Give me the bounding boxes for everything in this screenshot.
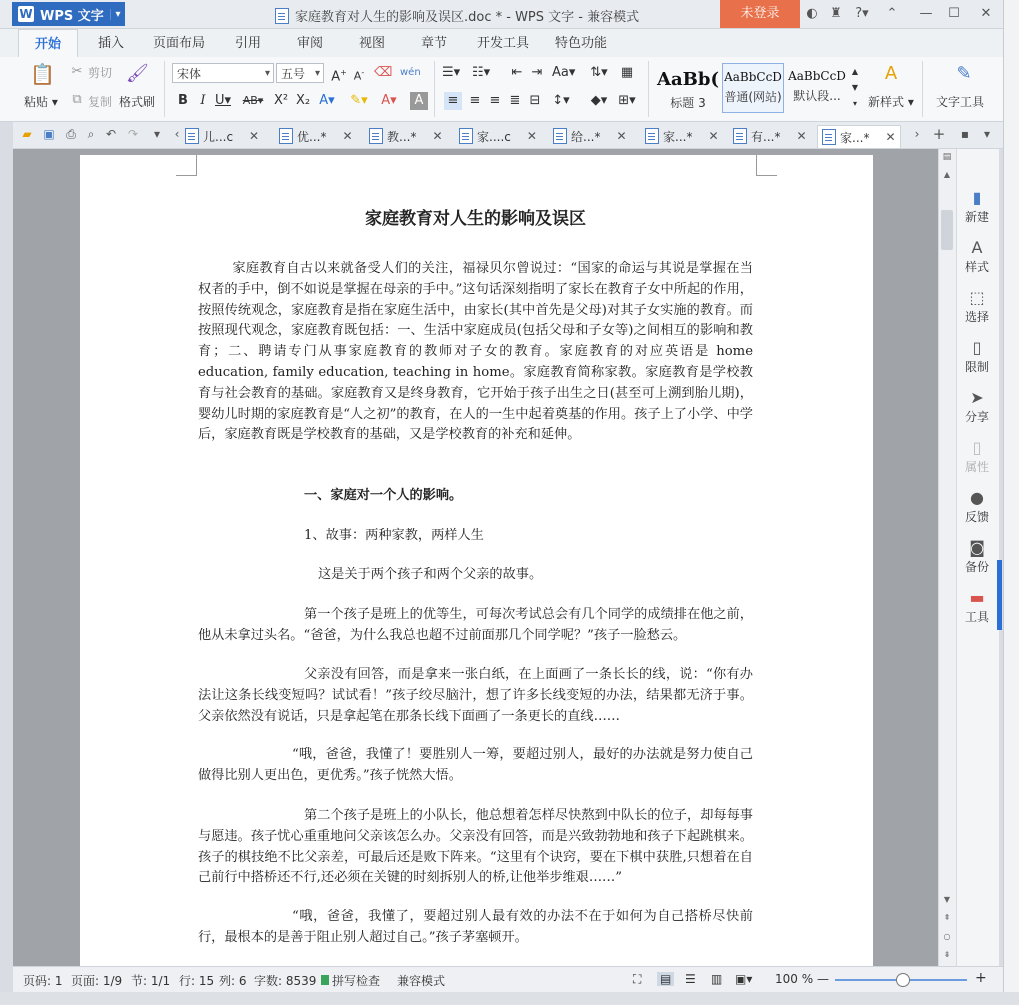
close-tab-icon[interactable]: ✕ [616, 129, 627, 143]
window-title [275, 6, 639, 25]
change-case-icon[interactable]: Aa▾ [552, 65, 576, 80]
bold-icon[interactable]: B [178, 93, 188, 108]
status-page-num[interactable]: 页码: 1 [23, 974, 63, 988]
new-document-icon: ▮ [972, 188, 982, 207]
align-center-icon[interactable]: ≡ [469, 93, 481, 108]
format-painter-button[interactable]: 格式刷 [119, 95, 156, 109]
doc-tab-label: 家...* [840, 130, 870, 145]
doc-tab-label: 优...* [297, 129, 327, 144]
collapse-ribbon-icon[interactable]: ⌃ [886, 6, 898, 21]
style-sample: AaBbCcD [788, 69, 846, 83]
pinyin-icon[interactable]: wén [400, 67, 421, 78]
taskbar-edge [0, 992, 1019, 1005]
doc-tab-label: 家....c [477, 129, 511, 144]
style-scroll-down-icon[interactable]: ▼ [851, 83, 859, 92]
close-tab-icon[interactable]: ✕ [885, 130, 896, 144]
clear-format-icon[interactable]: ⌫ [374, 65, 393, 80]
browse-object-icon[interactable]: ○ [943, 932, 951, 941]
document-icon [459, 128, 473, 144]
close-tab-icon[interactable]: ✕ [526, 129, 537, 143]
subheading-story[interactable]: 1、故事：两种家教，两样人生 [304, 528, 484, 543]
web-view-icon[interactable]: ▥ [711, 972, 723, 986]
doc-tab[interactable] [279, 125, 353, 147]
copy-icon: ⧉ [72, 92, 82, 107]
tabs-right-icon[interactable]: › [914, 127, 920, 141]
task-properties[interactable]: ▯ 属性 [956, 438, 998, 475]
status-section[interactable]: 节: 1/1 [131, 974, 171, 988]
style-normal-web[interactable] [722, 63, 784, 113]
subscript-icon[interactable]: X₂ [295, 93, 311, 108]
style-sample: AaBbCcD [724, 70, 782, 84]
shirt-icon[interactable]: ♜ [830, 6, 842, 21]
document-title: 家庭教育对人生的影响及误区.doc * - WPS 文字 - 兼容模式 [295, 10, 640, 25]
document-icon [733, 128, 747, 144]
margin-mark [176, 155, 197, 176]
fullscreen-icon[interactable]: ⛶ [633, 972, 642, 986]
char-shading-icon[interactable]: A [410, 92, 428, 110]
style-heading3[interactable] [656, 63, 720, 113]
document-canvas[interactable] [13, 149, 938, 966]
task-backup[interactable]: ◙ 备份 [956, 538, 998, 575]
tab-page-layout[interactable]: 页面布局 [152, 36, 205, 51]
maximize-icon[interactable]: ☐ [948, 6, 960, 21]
sort-icon[interactable]: ⇅▾ [590, 65, 608, 80]
task-styles[interactable]: A 样式 [956, 238, 998, 275]
document-icon [822, 129, 836, 145]
doc-tab[interactable] [733, 125, 807, 147]
font-color-icon[interactable]: A▾ [381, 93, 397, 108]
previous-page-icon[interactable]: ⇞ [943, 913, 951, 922]
paste-button[interactable]: 粘贴 ▾ [24, 95, 58, 109]
paragraph[interactable]: 第一个孩子是班上的优等生，可每次考试总会有几个同学的成绩排在他之前，他从未拿过头名。“爸爸，为什么我总也超不过前面那几个同学呢？”孩子一脸愁云。 [198, 607, 753, 643]
bullet-list-icon[interactable]: ☰▾ [442, 65, 461, 80]
task-select[interactable]: ⬚ 选择 [956, 288, 998, 325]
paragraph[interactable]: “哦，爸爸，我懂了，要超过别人最有效的办法不在于如何为自己搭桥尽快前行，最根本的是善于阻止别人超过自己。”孩子茅塞顿开。 [198, 909, 753, 945]
app-name: WPS 文字 [40, 8, 104, 24]
chevron-down-icon: ▾ [110, 9, 125, 20]
page-view-icon[interactable]: ▤ [657, 972, 674, 986]
superscript-icon[interactable]: X² [273, 93, 289, 108]
print-preview-icon[interactable]: ⌕ [87, 127, 95, 141]
style-name: 默认段... [793, 89, 841, 103]
divider [434, 61, 435, 117]
login-button[interactable]: 未登录 [720, 0, 800, 28]
heading-section-1[interactable]: 一、家庭对一个人的影响。 [304, 488, 463, 503]
task-feedback[interactable]: ● 反馈 [956, 488, 998, 525]
doc-tab-label: 教...* [387, 129, 417, 144]
doc-tab-label: 儿...c [203, 129, 234, 144]
doc-tab-label: 有...* [751, 129, 781, 144]
tab-review[interactable]: 审阅 [296, 36, 323, 51]
cut-button[interactable]: 剪切 [88, 66, 113, 80]
paragraph-shading-icon[interactable]: ◆▾ [590, 93, 608, 108]
ribbon [0, 57, 1003, 122]
decrease-indent-icon[interactable]: ⇤ [511, 65, 523, 80]
document-title[interactable]: 家庭教育对人生的影响及误区 [365, 209, 586, 229]
close-tab-icon[interactable]: ✕ [342, 129, 353, 143]
tab-insert[interactable]: 插入 [97, 36, 124, 51]
tab-chapter[interactable]: 章节 [420, 36, 447, 51]
doc-tab[interactable] [185, 125, 259, 147]
tab-view[interactable]: 视图 [358, 36, 385, 51]
document-page[interactable] [80, 155, 873, 966]
minimize-icon[interactable]: — [919, 6, 933, 21]
save-icon[interactable]: ▣ [43, 127, 55, 141]
open-folder-icon[interactable]: ▰ [22, 127, 32, 141]
text-tools-button[interactable]: 文字工具 [936, 95, 985, 109]
scroll-up-icon[interactable]: ▲ [943, 170, 951, 179]
print-icon[interactable]: ⎙ [66, 127, 76, 141]
wps-logo-icon: W [19, 7, 33, 21]
spell-check-status-icon [321, 975, 329, 985]
doc-tab-label: 给...* [571, 129, 601, 144]
justify-icon[interactable]: ≣ [509, 93, 521, 108]
zoom-out-icon[interactable]: — [817, 972, 829, 986]
strikethrough-icon[interactable]: AB▾ [242, 94, 264, 107]
increase-indent-icon[interactable]: ⇥ [531, 65, 543, 80]
align-left-icon[interactable]: ≡ [444, 92, 462, 110]
copy-button[interactable]: 复制 [88, 95, 113, 109]
properties-icon: ▯ [972, 438, 982, 457]
highlight-icon[interactable]: ✎▾ [350, 93, 368, 108]
zoom-level[interactable]: 100 % [775, 972, 814, 986]
task-tools[interactable]: ▬ 工具 [956, 588, 998, 625]
tabs-left-icon[interactable]: ‹ [174, 127, 180, 141]
select-icon: ⬚ [969, 288, 985, 307]
text-tools-icon: ✎ [956, 63, 972, 84]
tab-home[interactable]: 开始 [18, 29, 78, 58]
underline-icon[interactable]: U▾ [214, 93, 232, 108]
customize-toolbar-icon[interactable]: ▾ [153, 127, 161, 141]
document-tab-bar [13, 122, 1003, 149]
new-style-button[interactable]: 新样式 ▾ [868, 95, 914, 109]
paragraph[interactable]: 第二个孩子是班上的小队长，他总想着怎样尽快熬到中队长的位子，却每每事与愿违。孩子忧心重重地问父亲该怎么办。父亲没有回答，而是兴致勃勃地和孩子下起跳棋来。孩子的棋技绝不比父亲差，可最后还是败下阵来。“这里有个诀窍，要在下棋中获胜,只想着在自己前行中搭桥还不行,还必须在关键的时刻拆别人的桥,让他举步维艰……” [198, 808, 753, 886]
tab-developer[interactable]: 开发工具 [476, 36, 529, 51]
pane-collapse-handle[interactable] [997, 560, 1002, 630]
paragraph-intro[interactable]: 家庭教育自古以来就备受人们的关注，福禄贝尔曾说过：“国家的命运与其说是掌握在当权者的手中，倒不如说是掌握在母亲的手中。”这句话深刻指明了家长在教育子女中所起的作用，按照传统观念，家庭教育是指在家庭生活中，由家长(其中首先是父母)对其子女实施的教育。而按照现代观念，家庭教育既包括：一、生活中家庭成员(包括父母和子女等)之间相互的影响和教育；二、聘请专门从事家庭教育的教师对子女的教育。家庭教育的对应英语是 home education, family education, teaching in home。家庭教育简称家教。家庭教育是学校教育与社会教育的基础。家庭教育又是终身教育，它开始于孩子出生之日(甚至可上溯到胎儿期)，婴幼儿时期的家庭教育是“人之初”的教育，在人的一生中起着奠基的作用。孩子上了小学、中学后，家庭教育既是学校教育的基础，又是学校教育的补充和延伸。 [198, 261, 753, 443]
divider [922, 61, 923, 117]
style-name: 普通(网站) [724, 90, 782, 104]
scroll-thumb[interactable] [941, 210, 953, 250]
doc-tab-active[interactable] [817, 125, 901, 148]
close-tab-icon[interactable]: ✕ [249, 129, 260, 143]
task-new[interactable]: ▮ 新建 [956, 188, 998, 225]
document-icon [275, 8, 289, 24]
paragraph[interactable]: “哦，爸爸，我懂了！要胜别人一筹，要超过别人，最好的办法就是努力使自己做得比别人更出色，更优秀。”孩子恍然大悟。 [198, 747, 753, 783]
line-spacing-icon[interactable]: ↕▾ [552, 93, 570, 108]
spell-check-button[interactable]: 拼写检查 [332, 974, 381, 988]
document-icon [553, 128, 567, 144]
status-row[interactable]: 行: 15 [179, 974, 215, 988]
vertical-scrollbar[interactable] [938, 149, 957, 966]
doc-tab[interactable] [459, 125, 537, 147]
style-name: 标题 3 [670, 96, 706, 110]
grow-font-icon[interactable]: A+ [331, 68, 347, 85]
share-icon: ➤ [970, 388, 984, 407]
status-word-count[interactable]: 字数: 8539 [254, 974, 317, 988]
divider [648, 61, 649, 117]
style-expand-icon[interactable]: ▾ [852, 99, 857, 108]
redo-icon[interactable]: ↷ [127, 127, 139, 141]
close-icon[interactable]: ✕ [980, 6, 992, 21]
document-icon [185, 128, 199, 144]
document-icon [279, 128, 293, 144]
style-scroll-up-icon[interactable]: ▲ [851, 67, 859, 76]
zoom-in-icon[interactable]: + [975, 970, 987, 986]
font-size-select[interactable]: 五号 ▾ [276, 63, 324, 83]
new-tab-icon[interactable]: + [932, 125, 946, 143]
tab-list-icon[interactable]: ▪ [960, 127, 970, 141]
distributed-icon[interactable]: ⊟ [529, 93, 541, 108]
task-share[interactable]: ➤ 分享 [956, 388, 998, 425]
numbered-list-icon[interactable]: ☷▾ [472, 65, 491, 80]
italic-icon[interactable]: I [200, 93, 206, 108]
brush-icon: 🖌 [126, 63, 149, 84]
tab-references[interactable]: 引用 [234, 36, 261, 51]
paragraph[interactable]: 父亲没有回答，而是拿来一张白纸，在上面画了一条长长的线，说：“你有办法让这条长线变短吗？试试看！”孩子绞尽脑汁，想了许多长线变短的办法，结果都无济于事。父亲依然没有说话，只是拿起笔在那条长线下面画了一条更长的直线…… [198, 667, 753, 724]
status-col[interactable]: 列: 6 [219, 974, 247, 988]
styles-icon: A [971, 238, 983, 257]
next-page-icon[interactable]: ⇟ [943, 950, 951, 959]
close-tab-icon[interactable]: ✕ [432, 129, 443, 143]
split-view-icon[interactable]: ▤ [942, 152, 952, 162]
style-default-paragraph[interactable] [786, 63, 848, 113]
camera-icon: ◙ [969, 538, 985, 557]
table-icon[interactable]: ▦ [620, 65, 634, 80]
app-menu-button[interactable] [12, 2, 125, 26]
style-sample: AaBb( [657, 69, 719, 90]
skin-icon[interactable]: ◐ [806, 6, 818, 21]
close-tab-icon[interactable]: ✕ [708, 129, 719, 143]
paragraph[interactable]: 这是关于两个孩子和两个父亲的故事。 [318, 567, 543, 582]
restrict-icon: ▯ [972, 338, 982, 357]
doc-tab[interactable] [645, 125, 719, 147]
doc-tab[interactable] [553, 125, 627, 147]
align-right-icon[interactable]: ≡ [489, 93, 501, 108]
doc-tab-label: 家...* [663, 129, 693, 144]
document-icon [645, 128, 659, 144]
paste-icon: 📋 [30, 62, 55, 86]
close-tab-icon[interactable]: ✕ [796, 129, 807, 143]
font-name-select[interactable]: 宋体 ▾ [172, 63, 274, 83]
scissors-icon: ✂ [71, 64, 83, 79]
divider [164, 61, 165, 117]
status-pages[interactable]: 页面: 1/9 [71, 974, 123, 988]
undo-icon[interactable]: ↶ [105, 127, 117, 141]
tab-features[interactable]: 特色功能 [554, 36, 607, 51]
new-style-icon: A [884, 63, 898, 84]
tab-menu-icon[interactable]: ▾ [983, 127, 991, 141]
status-bar [13, 966, 1003, 993]
zoom-slider-thumb[interactable] [896, 973, 910, 987]
document-icon [369, 128, 383, 144]
doc-tab[interactable] [369, 125, 443, 147]
help-icon[interactable]: ?▾ [855, 6, 869, 21]
ribbon-tab-bar [0, 29, 1003, 57]
compat-mode-label: 兼容模式 [397, 974, 446, 988]
borders-icon[interactable]: ⊞▾ [618, 93, 636, 108]
scroll-down-icon[interactable]: ▼ [943, 895, 951, 904]
task-restrict[interactable]: ▯ 限制 [956, 338, 998, 375]
feedback-icon: ● [970, 488, 984, 507]
outline-view-icon[interactable]: ☰ [685, 972, 696, 986]
text-effect-icon[interactable]: A▾ [319, 93, 335, 108]
toolbox-icon: ▬ [969, 588, 985, 607]
background-window [1003, 0, 1019, 1005]
reading-mode-icon[interactable]: ▣▾ [735, 972, 753, 986]
shrink-font-icon[interactable]: A- [353, 68, 365, 83]
margin-mark [756, 155, 777, 176]
